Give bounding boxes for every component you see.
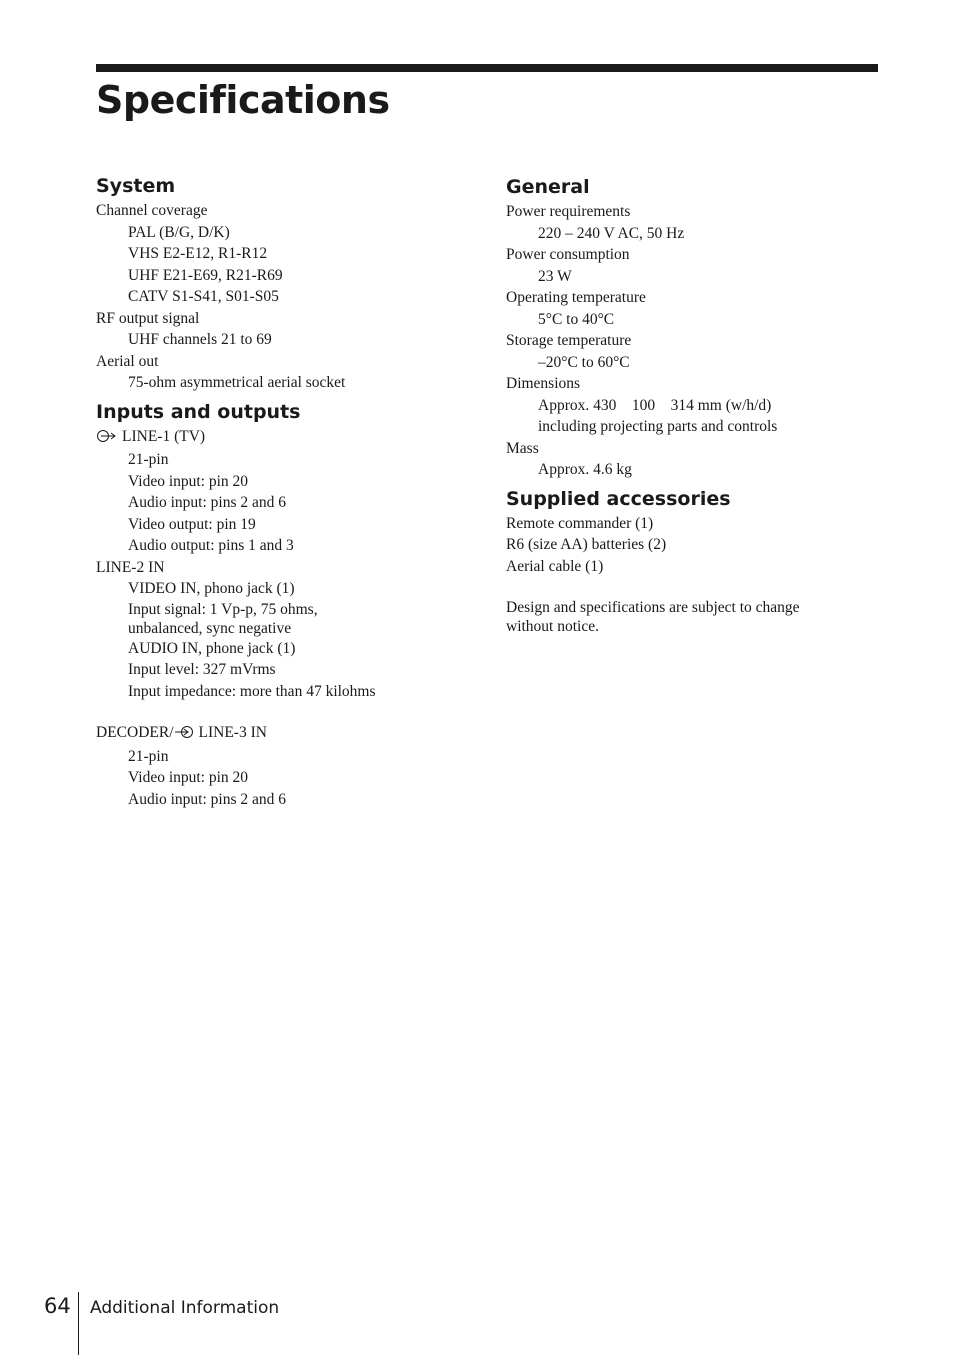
line3-pin: 21-pin bbox=[128, 747, 169, 765]
power-requirements-value: 220 – 240 V AC, 50 Hz bbox=[538, 224, 685, 242]
accessory-remote-commander: Remote commander (1) bbox=[506, 514, 654, 532]
dimensions-value: Approx. 430 100 314 mm (w/h/d) bbox=[538, 396, 772, 414]
line1-audio-output: Audio output: pins 1 and 3 bbox=[128, 537, 294, 554]
channel-coverage-label: Channel coverage bbox=[96, 202, 208, 219]
line2-input-level: Input level: 327 mVrms bbox=[128, 661, 276, 678]
decoder-line3-label bbox=[96, 722, 476, 746]
operating-temperature-label: Operating temperature bbox=[506, 289, 646, 306]
mass-value: Approx. 4.6 kg bbox=[538, 461, 632, 478]
rf-channels-value: UHF channels 21 to 69 bbox=[128, 331, 272, 348]
line2-audio-in: AUDIO IN, phone jack (1) bbox=[128, 639, 296, 657]
page-number: 64 bbox=[44, 1294, 71, 1318]
dimensions-note: including projecting parts and controls bbox=[538, 418, 778, 435]
aerial-socket-value: 75-ohm asymmetrical aerial socket bbox=[128, 374, 346, 391]
notice-line-1: Design and specifications are subject to change bbox=[506, 599, 800, 616]
power-requirements-label: Power requirements bbox=[506, 203, 631, 220]
rf-output-label: RF output signal bbox=[96, 309, 200, 327]
line1-pin: 21-pin bbox=[128, 451, 169, 468]
line3-audio-input: Audio input: pins 2 and 6 bbox=[128, 790, 287, 808]
general-heading: General bbox=[506, 176, 590, 198]
storage-temperature-label: Storage temperature bbox=[506, 332, 632, 349]
dimensions-label: Dimensions bbox=[506, 375, 581, 392]
top-rule bbox=[96, 64, 878, 72]
uhf-value: UHF E21-E69, R21-R69 bbox=[128, 266, 283, 284]
line1-audio-input: Audio input: pins 2 and 6 bbox=[128, 494, 287, 511]
left-column bbox=[96, 172, 476, 810]
decoder-prefix: DECODER/ bbox=[96, 724, 174, 741]
vhs-value: VHS E2-E12, R1-R12 bbox=[128, 245, 268, 262]
line2-input-signal-cont: unbalanced, sync negative bbox=[128, 619, 292, 637]
storage-temperature-value: –20°C to 60°C bbox=[538, 353, 630, 371]
inputs-outputs-heading: Inputs and outputs bbox=[96, 400, 301, 423]
input-arrow-icon bbox=[174, 724, 194, 746]
right-column bbox=[506, 173, 886, 636]
mass-label: Mass bbox=[506, 439, 539, 457]
line1-video-input: Video input: pin 20 bbox=[128, 472, 249, 490]
line3-video-input: Video input: pin 20 bbox=[128, 769, 249, 786]
pal-value: PAL (B/G, D/K) bbox=[128, 223, 230, 241]
line2-label: LINE-2 IN bbox=[96, 558, 165, 576]
footer-section-title: Additional Information bbox=[90, 1298, 280, 1318]
notice-line-2: without notice. bbox=[506, 618, 599, 635]
line1-text: LINE-1 (TV) bbox=[122, 427, 206, 445]
system-heading: System bbox=[96, 175, 176, 197]
line2-input-impedance: Input impedance: more than 47 kilohms bbox=[128, 682, 376, 700]
accessory-batteries: R6 (size AA) batteries (2) bbox=[506, 536, 667, 553]
aerial-out-label: Aerial out bbox=[96, 352, 159, 370]
footer-divider bbox=[78, 1292, 79, 1355]
catv-value: CATV S1-S41, S01-S05 bbox=[128, 288, 279, 305]
input-output-arrow-icon bbox=[96, 428, 118, 450]
power-consumption-label: Power consumption bbox=[506, 246, 630, 263]
supplied-accessories-heading: Supplied accessories bbox=[506, 487, 731, 510]
line2-input-signal: Input signal: 1 Vp-p, 75 ohms, bbox=[128, 600, 318, 618]
power-consumption-value: 23 W bbox=[538, 267, 572, 285]
line2-video-in: VIDEO IN, phono jack (1) bbox=[128, 580, 295, 597]
line1-label bbox=[96, 426, 476, 450]
decoder-suffix: LINE-3 IN bbox=[198, 724, 267, 741]
operating-temperature-value: 5°C to 40°C bbox=[538, 310, 615, 328]
line1-video-output: Video output: pin 19 bbox=[128, 515, 256, 533]
accessory-aerial-cable: Aerial cable (1) bbox=[506, 557, 604, 575]
page-title: Specifications bbox=[96, 78, 390, 122]
